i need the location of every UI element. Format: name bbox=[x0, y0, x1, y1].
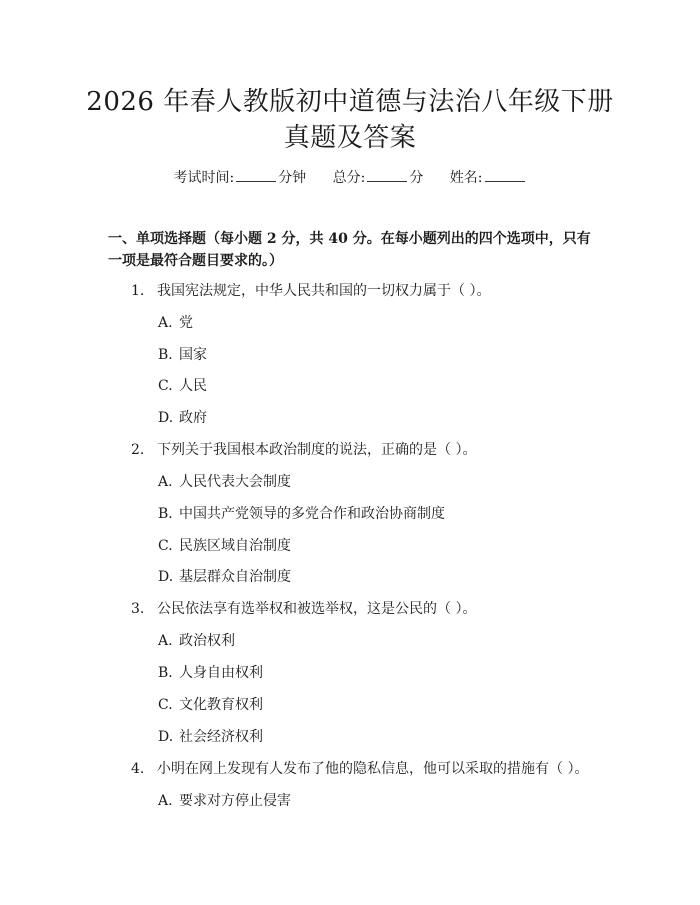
option-letter: D. bbox=[158, 410, 174, 426]
section-heading: 一、单项选择题（每小题 2 分，共 40 分。在每小题列出的四个选项中，只有一项是最符合题目要求的。） bbox=[108, 231, 591, 269]
total-score-field bbox=[333, 170, 424, 186]
question-text: 我国宪法规定，中华人民共和国的一切权力属于（ ）。 bbox=[157, 283, 491, 299]
exam-title-line1: 2026 年春人教版初中道德与法治八年级下册 bbox=[86, 87, 614, 117]
student-name-field bbox=[450, 170, 527, 186]
total-score-blank bbox=[367, 168, 407, 182]
option-text: 人民 bbox=[179, 378, 207, 394]
question-4-option-a bbox=[158, 791, 291, 811]
question-text: 小明在网上发现有人发布了他的隐私信息，他可以采取的措施有（ ）。 bbox=[157, 761, 589, 777]
option-letter: C. bbox=[158, 378, 173, 394]
option-text: 国家 bbox=[179, 347, 207, 363]
question-number: 2. bbox=[131, 442, 145, 458]
option-letter: B. bbox=[158, 506, 173, 522]
option-letter: D. bbox=[158, 729, 174, 745]
option-letter: A. bbox=[158, 315, 173, 331]
option-letter: A. bbox=[158, 793, 173, 809]
student-name-blank bbox=[485, 168, 525, 182]
question-1-option-b bbox=[158, 345, 207, 365]
option-text: 人身自由权利 bbox=[179, 665, 263, 681]
exam-time-unit: 分钟 bbox=[278, 170, 307, 186]
exam-time-field bbox=[173, 170, 306, 186]
question-1-option-a bbox=[158, 313, 193, 333]
total-score-label: 总分: bbox=[332, 170, 366, 186]
option-letter: C. bbox=[158, 538, 173, 554]
question-text: 公民依法享有选举权和被选举权，这是公民的（ ）。 bbox=[157, 601, 477, 617]
option-text: 要求对方停止侵害 bbox=[179, 793, 291, 809]
option-letter: B. bbox=[158, 665, 173, 681]
question-2-option-d bbox=[158, 567, 291, 587]
question-1 bbox=[131, 281, 490, 301]
question-3-option-b bbox=[158, 663, 263, 683]
question-2-option-a bbox=[158, 472, 291, 492]
option-text: 中国共产党领导的多党合作和政治协商制度 bbox=[179, 506, 445, 522]
question-number: 4. bbox=[131, 761, 145, 777]
option-text: 社会经济权利 bbox=[179, 729, 263, 745]
question-3 bbox=[131, 599, 476, 619]
option-text: 政治权利 bbox=[179, 633, 235, 649]
student-name-label: 姓名: bbox=[449, 170, 483, 186]
question-1-option-c bbox=[158, 376, 207, 396]
option-text: 人民代表大会制度 bbox=[179, 474, 291, 490]
exam-time-label: 考试时间: bbox=[173, 170, 235, 186]
exam-meta bbox=[0, 168, 700, 188]
question-number: 1. bbox=[131, 283, 145, 299]
question-2-option-c bbox=[158, 536, 291, 556]
total-score-unit: 分 bbox=[409, 170, 424, 186]
exam-time-blank bbox=[236, 168, 276, 182]
option-letter: B. bbox=[158, 347, 173, 363]
question-2-option-b bbox=[158, 504, 445, 524]
option-text: 文化教育权利 bbox=[179, 697, 263, 713]
question-text: 下列关于我国根本政治制度的说法，正确的是（ ）。 bbox=[157, 442, 477, 458]
option-text: 政府 bbox=[179, 410, 207, 426]
exam-title-line2: 真题及答案 bbox=[283, 123, 417, 153]
option-letter: D. bbox=[158, 569, 174, 585]
option-text: 基层群众自治制度 bbox=[179, 569, 291, 585]
option-text: 党 bbox=[179, 315, 193, 331]
option-letter: A. bbox=[158, 474, 173, 490]
question-1-option-d bbox=[158, 408, 207, 428]
question-3-option-d bbox=[158, 727, 263, 747]
question-3-option-c bbox=[158, 695, 263, 715]
option-letter: C. bbox=[158, 697, 173, 713]
question-2 bbox=[131, 440, 476, 460]
question-number: 3. bbox=[131, 601, 145, 617]
option-letter: A. bbox=[158, 633, 173, 649]
option-text: 民族区域自治制度 bbox=[179, 538, 291, 554]
question-3-option-a bbox=[158, 631, 235, 651]
question-4 bbox=[131, 759, 588, 779]
